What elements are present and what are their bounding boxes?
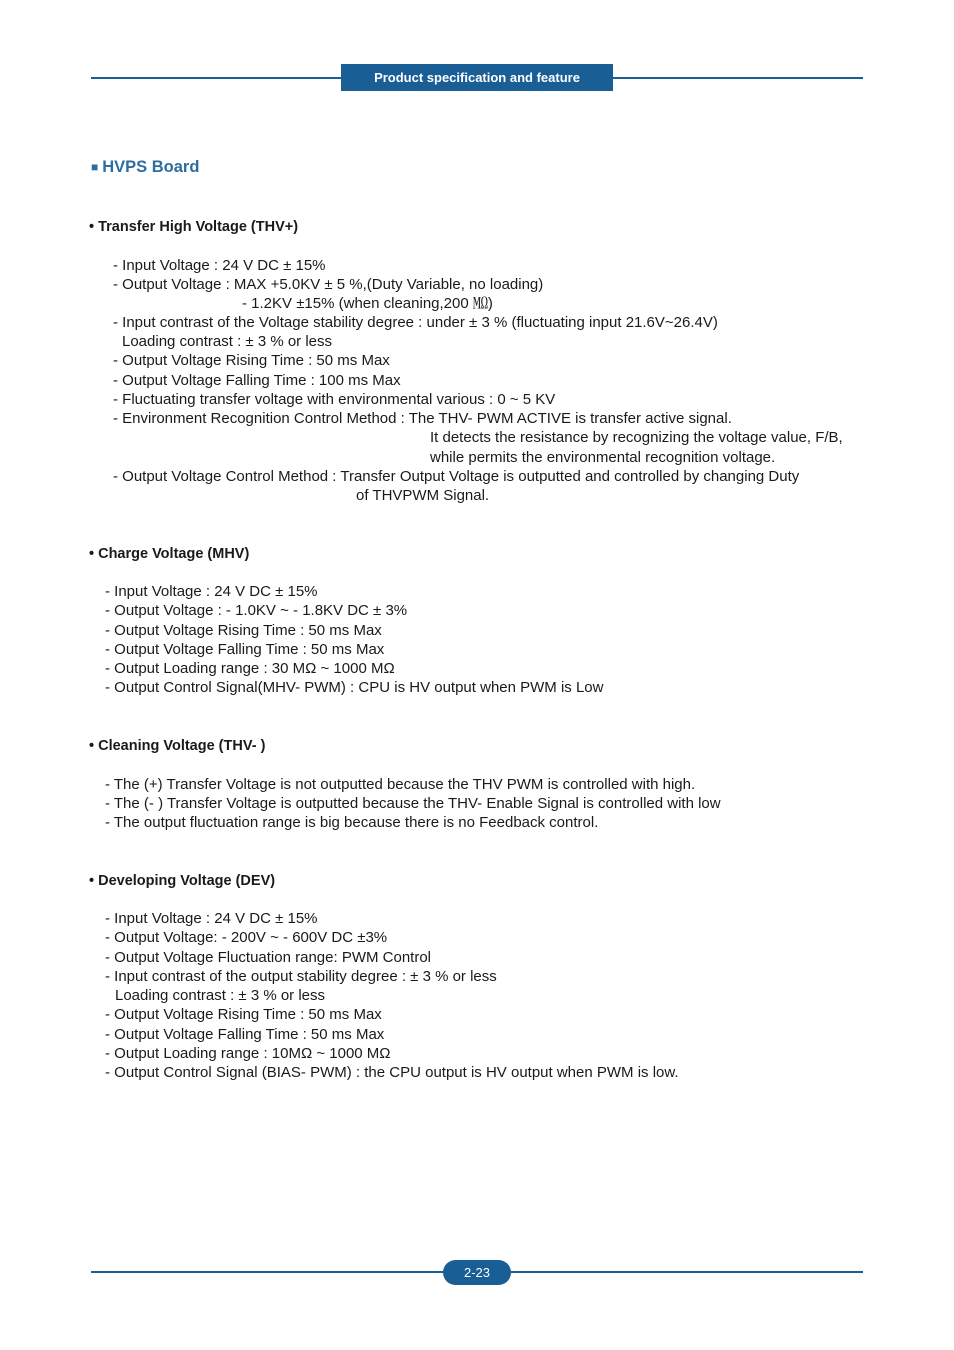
spec-line: - Output Voltage Control Method : Transfer Output Voltage is outputted and controlled by changing Duty <box>113 468 800 485</box>
spec-line: - Output Voltage Rising Time : 50 ms Max <box>105 622 382 639</box>
spec-line: - Output Control Signal (BIAS- PWM) : the CPU output is HV output when PWM is low. <box>105 1064 679 1081</box>
spec-line: - Output Control Signal(MHV- PWM) : CPU is HV output when PWM is Low <box>105 679 604 696</box>
spec-line: - Output Voltage Rising Time : 50 ms Max <box>113 352 390 369</box>
spec-line: - Output Loading range : 30 MΩ ~ 1000 MΩ <box>105 660 395 677</box>
heading-mhv: • Charge Voltage (MHV) <box>89 546 250 562</box>
spec-line: Loading contrast : ± 3 % or less <box>122 333 333 350</box>
page-number-badge <box>443 1260 511 1285</box>
section-title-text: HVPS Board <box>102 158 200 176</box>
header-tab-label: Product specification and feature <box>374 70 580 85</box>
spec-line: - Input Voltage : 24 V DC ± 15% <box>105 583 318 600</box>
heading-thv-minus: • Cleaning Voltage (THV- ) <box>89 738 266 754</box>
page-number: 2-23 <box>463 1265 491 1280</box>
spec-line: - The output fluctuation range is big because there is no Feedback control. <box>105 814 599 831</box>
spec-line: - Output Voltage Rising Time : 50 ms Max <box>105 1006 382 1023</box>
spec-line: - Output Voltage Falling Time : 50 ms Max <box>105 641 385 658</box>
spec-line: - The (- ) Transfer Voltage is outputted because the THV- Enable Signal is controlled with low <box>105 795 721 812</box>
spec-line: - Input Voltage : 24 V DC ± 15% <box>105 910 318 927</box>
spec-line: while permits the environmental recognition voltage. <box>430 449 776 466</box>
spec-line: - Input contrast of the Voltage stability degree : under ± 3 % (fluctuating input 21.6V~26.4V) <box>113 314 718 331</box>
spec-line: - Input contrast of the output stability degree : ± 3 % or less <box>105 968 497 985</box>
section-title <box>91 158 199 177</box>
spec-line: - Output Voltage Falling Time : 50 ms Max <box>105 1026 385 1043</box>
spec-line: of THVPWM Signal. <box>356 487 490 504</box>
spec-line: - Output Voltage : MAX +5.0KV ± 5 %,(Duty Variable, no loading) <box>113 276 544 293</box>
spec-line: - Output Loading range : 10MΩ ~ 1000 MΩ <box>105 1045 391 1062</box>
header-rule-left <box>91 77 342 79</box>
spec-line: - Input Voltage : 24 V DC ± 15% <box>113 257 326 274</box>
spec-line: - Output Voltage Fluctuation range: PWM Control <box>105 949 431 966</box>
spec-line: - Output Voltage: - 200V ~ - 600V DC ±3% <box>105 929 388 946</box>
spec-line: - Environment Recognition Control Method : The THV- PWM ACTIVE is transfer active signal. <box>113 410 732 427</box>
spec-line: - Fluctuating transfer voltage with environmental various : 0 ~ 5 KV <box>113 391 556 408</box>
spec-line: - 1.2KV ±15% (when cleaning,200 ㏁) <box>242 295 493 312</box>
header-tab <box>341 64 613 91</box>
heading-dev: • Developing Voltage (DEV) <box>89 873 276 889</box>
heading-thv-plus: • Transfer High Voltage (THV+) <box>89 219 299 235</box>
square-bullet-icon: ■ <box>91 160 99 174</box>
spec-line: - Output Voltage : - 1.0KV ~ - 1.8KV DC ± 3% <box>105 602 408 619</box>
spec-line: It detects the resistance by recognizing the voltage value, F/B, <box>430 429 843 446</box>
header-rule-right <box>612 77 863 79</box>
spec-line: - The (+) Transfer Voltage is not outputted because the THV PWM is controlled with high. <box>105 776 696 793</box>
spec-line: Loading contrast : ± 3 % or less <box>115 987 326 1004</box>
spec-line: - Output Voltage Falling Time : 100 ms Max <box>113 372 401 389</box>
